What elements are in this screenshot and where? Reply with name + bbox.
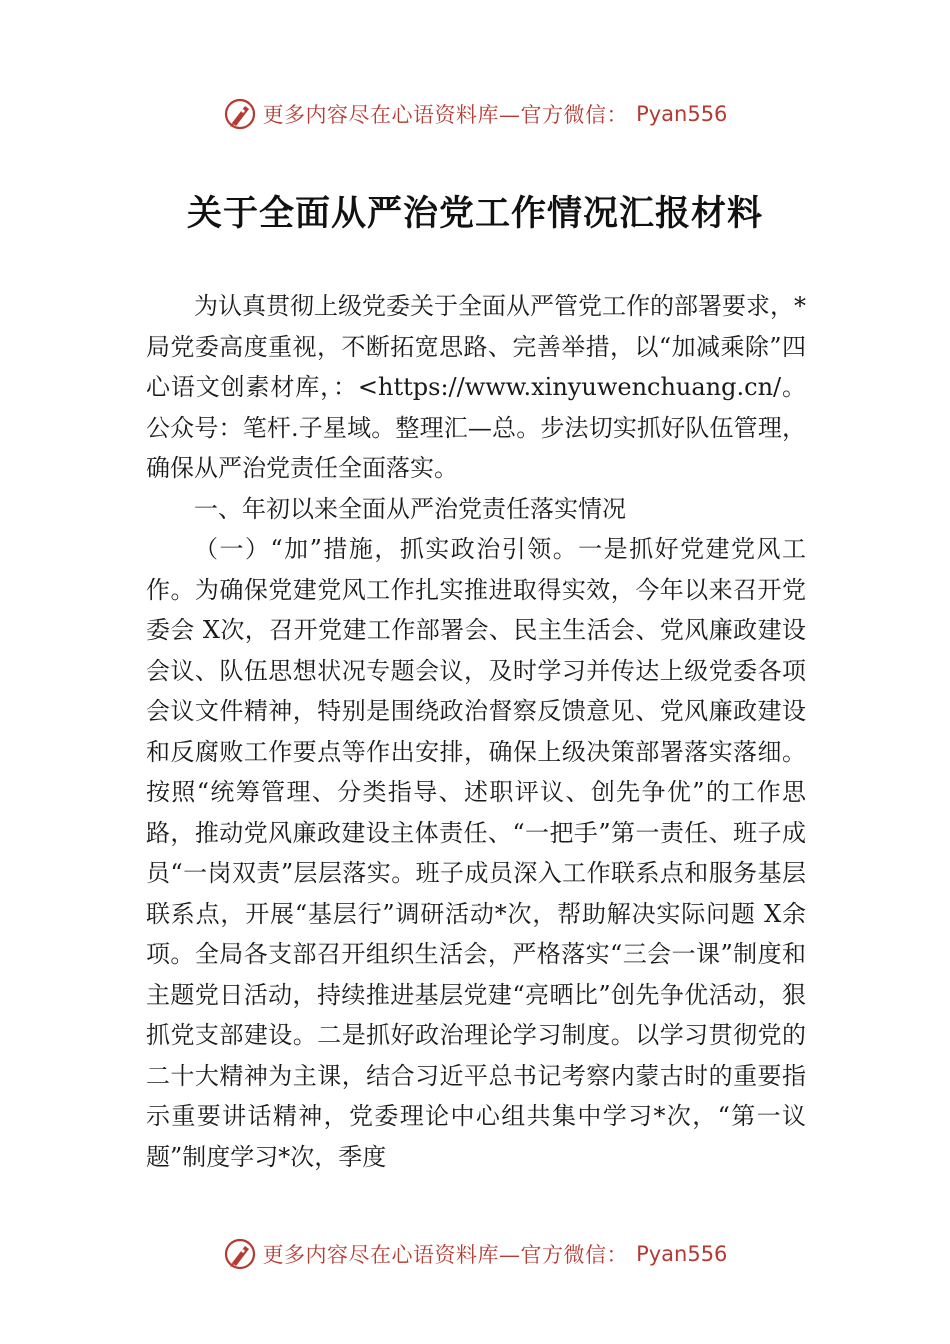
document-body [146, 286, 806, 1177]
intro-paragraph: 为认真贯彻上级党委关于全面从严管党工作的部署要求，*局党委高度重视，不断拓宽思路、完善举措，以“加减乘除”四心语文创素材库，：<https://www.xinyuwenchuang.cn/。公众号：笔杆.子星域。整理汇—总。步法切实抓好队伍管理，确保从严治党责任全面落实。 [146, 292, 806, 482]
watermark-text: 更多内容尽在心语资料库—官方微信： [262, 1243, 629, 1267]
pen-nib-logo-icon [223, 1237, 257, 1271]
section-heading: 一、年初以来全面从严治党责任落实情况 [194, 494, 626, 523]
wechat-id: Pyan556 [636, 102, 728, 126]
pen-nib-logo-icon [223, 97, 257, 131]
wechat-id: Pyan556 [636, 1242, 728, 1266]
footer-watermark-banner [0, 1232, 950, 1276]
watermark-text: 更多内容尽在心语资料库—官方微信： [262, 103, 629, 127]
body-paragraph: （一）“加”措施，抓实政治引领。一是抓好党建党风工作。为确保党建党风工作扎实推进取得实效，今年以来召开党委会 X次，召开党建工作部署会、民主生活会、党风廉政建设会议、队伍思想状况专题会议，及时学习并传达上级党委各项会议文件精神，特别是围绕政治督察反馈意见、党风廉政建设和反腐败工作要点等作出安排，确保上级决策部署落实落细。按照“统筹管理、分类指导、述职评议、创先争优”的工作思路，推动党风廉政建设主体责任、“一把手”第一责任、班子成员“一岗双责”层层落实。班子成员深入工作联系点和服务基层联系点，开展“基层行”调研活动*次，帮助解决实际问题 X余项。全局各支部召开组织生活会，严格落实“三会一课”制度和主题党日活动，持续推进基层党建“亮晒比”创先争优活动，狠抓党支部建设。二是抓好政治理论学习制度。以学习贯彻党的二十大精神为主课，结合习近平总书记考察内蒙古时的重要指示重要讲话精神，党委理论中心组共集中学习*次，“第一议题”制度学习*次，季度 [146, 535, 806, 1171]
document-title: 关于全面从严治党工作情况汇报材料 [186, 193, 763, 234]
header-watermark-banner [0, 92, 950, 136]
